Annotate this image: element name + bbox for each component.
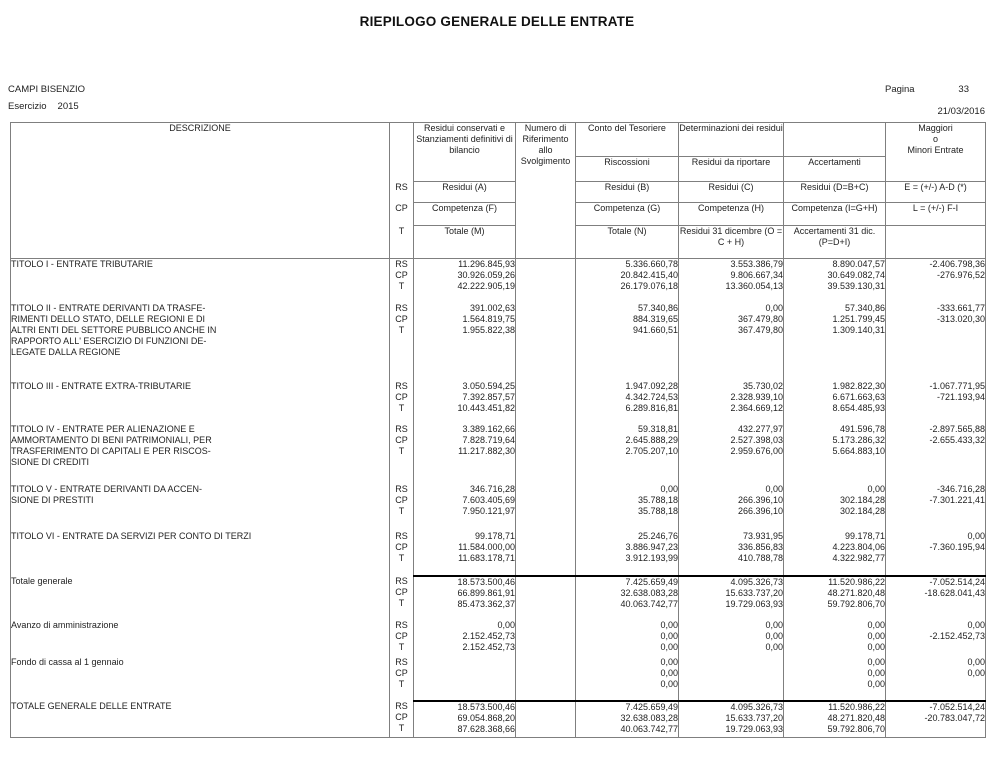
row-description: TITOLO III - ENTRATE EXTRA-TRIBUTARIE <box>11 381 390 424</box>
table-row <box>11 484 986 531</box>
numero-riferimento-cell <box>516 303 576 381</box>
pagina-value: 33 <box>958 84 969 95</box>
row-description: Fondo di cassa al 1 gennaio <box>11 657 390 701</box>
value-cell: 346.716,28 7.603.405,69 7.950.121,97 <box>414 484 516 531</box>
header-riscossioni: Riscossioni <box>576 157 679 182</box>
page-title: RIEPILOGO GENERALE DELLE ENTRATE <box>359 14 635 29</box>
row-description: TITOLO II - ENTRATE DERIVANTI DA TRASFE- RIMENTI DELLO STATO, DELLE REGIONI E DI ALTRI ENTI DEL SETTORE PUBBLICO ANCHE IN RAPPORTO ALL' ESERCIZIO DI FUNZIONI DE- LEGATE DALLA REGIONE <box>11 303 390 381</box>
header-conto-tesoriere: Conto del Tesoriere <box>576 123 679 157</box>
value-cell: 5.336.660,78 20.842.415,40 26.179.076,18 <box>576 259 679 303</box>
value-cell: 0,00 -2.152.452,73 <box>886 620 986 657</box>
value-cell: 0,00 302.184,28 302.184,28 <box>784 484 886 531</box>
header-residui-31-dicembre: Residui 31 dicembre (O = C + H) <box>679 226 784 259</box>
header-numero-riferimento: Numero di Riferimento allo Svolgimento <box>516 123 576 259</box>
header-formula-e: E = (+/-) A-D (*) <box>886 182 986 203</box>
numero-riferimento-cell <box>516 259 576 303</box>
header-empty-e <box>886 226 986 259</box>
header-competenza-h: Competenza (H) <box>679 203 784 226</box>
row-description: TITOLO V - ENTRATE DERIVANTI DA ACCEN- SIONE DI PRESTITI <box>11 484 390 531</box>
esercizio <box>8 101 79 112</box>
numero-riferimento-cell <box>516 484 576 531</box>
table-row <box>11 657 986 701</box>
value-cell: 11.296.845,93 30.926.059,26 42.222.905,19 <box>414 259 516 303</box>
value-cell: -7.052.514,24 -20.783.047,72 <box>886 701 986 738</box>
header-residui-c: Residui (C) <box>679 182 784 203</box>
value-cell: 0,00 266.396,10 266.396,10 <box>679 484 784 531</box>
value-cell: 18.573.500,46 69.054.868,20 87.628.368,66 <box>414 701 516 738</box>
header-descrizione: DESCRIZIONE <box>11 123 390 259</box>
header-empty-cell <box>784 123 886 157</box>
row-description: TITOLO IV - ENTRATE PER ALIENAZIONE E AMMORTAMENTO DI BENI PATRIMONIALI, PER TRASFERIMENTO DI CAPITALI E PER RISCOS- SIONE DI CREDITI <box>11 424 390 484</box>
value-cell: -7.052.514,24 -18.628.041,43 <box>886 576 986 620</box>
row-type-labels: RS CP T <box>390 381 414 424</box>
value-cell: 0,00 0,00 0,00 <box>679 620 784 657</box>
row-description: Totale generale <box>11 576 390 620</box>
row-type-labels: RS CP T <box>390 701 414 738</box>
table-row <box>11 576 986 620</box>
table-row <box>11 303 986 381</box>
value-cell: 0,00 367.479,80 367.479,80 <box>679 303 784 381</box>
numero-riferimento-cell <box>516 531 576 576</box>
entity-name: CAMPI BISENZIO <box>8 84 86 95</box>
row-type-labels: RS CP T <box>390 576 414 620</box>
header-residui-da-riportare: Residui da riportare <box>679 157 784 182</box>
header-competenza-i: Competenza (I=G+H) <box>784 203 886 226</box>
esercizio-label: Esercizio <box>8 101 47 112</box>
value-cell: 391.002,63 1.564.819,75 1.955.822,38 <box>414 303 516 381</box>
value-cell: 11.520.986,22 48.271.820,48 59.792.806,70 <box>784 576 886 620</box>
value-cell: 0,00 0,00 0,00 <box>784 620 886 657</box>
summary-table <box>10 122 986 738</box>
table-row <box>11 701 986 738</box>
value-cell: 25.246,76 3.886.947,23 3.912.193,99 <box>576 531 679 576</box>
value-cell: -346.716,28 -7.301.221,41 <box>886 484 986 531</box>
numero-riferimento-cell <box>516 701 576 738</box>
header-competenza-g: Competenza (G) <box>576 203 679 226</box>
row-description: TITOLO I - ENTRATE TRIBUTARIE <box>11 259 390 303</box>
value-cell: 57.340,86 884.319,65 941.660,51 <box>576 303 679 381</box>
esercizio-value: 2015 <box>57 101 79 112</box>
numero-riferimento-cell <box>516 381 576 424</box>
value-cell: -333.661,77 -313.020,30 <box>886 303 986 381</box>
table-row <box>11 620 986 657</box>
table-row <box>11 424 986 484</box>
table-body <box>11 259 986 738</box>
numero-riferimento-cell <box>516 620 576 657</box>
value-cell: 1.947.092,28 4.342.724,53 6.289.816,81 <box>576 381 679 424</box>
value-cell: 59.318,81 2.645.888,29 2.705.207,10 <box>576 424 679 484</box>
page-number <box>885 84 969 95</box>
row-description: TOTALE GENERALE DELLE ENTRATE <box>11 701 390 738</box>
value-cell: 99.178,71 4.223.804,06 4.322.982,77 <box>784 531 886 576</box>
header-residui-d: Residui (D=B+C) <box>784 182 886 203</box>
value-cell: 7.425.659,49 32.638.083,28 40.063.742,77 <box>576 701 679 738</box>
header-rscpt-spacer <box>390 123 414 182</box>
header-accertamenti-31-dic: Accertamenti 31 dic. (P=D+I) <box>784 226 886 259</box>
value-cell: 432.277,97 2.527.398,03 2.959.676,00 <box>679 424 784 484</box>
header-maggiori-minori: Maggiori o Minori Entrate <box>886 123 986 182</box>
table-row <box>11 381 986 424</box>
value-cell: 0,00 0,00 0,00 <box>576 657 679 701</box>
row-type-labels: RS CP T <box>390 259 414 303</box>
numero-riferimento-cell <box>516 576 576 620</box>
row-type-labels: RS CP T <box>390 424 414 484</box>
header-residui-a: Residui (A) <box>414 182 516 203</box>
value-cell: -2.406.798,36 -276.976,52 <box>886 259 986 303</box>
row-type-labels: RS CP T <box>390 303 414 381</box>
value-cell: 1.982.822,30 6.671.663,63 8.654.485,93 <box>784 381 886 424</box>
header-formula-l: L = (+/-) F-I <box>886 203 986 226</box>
value-cell: 35.730,02 2.328.939,10 2.364.669,12 <box>679 381 784 424</box>
value-cell: 4.095.326,73 15.633.737,20 19.729.063,93 <box>679 701 784 738</box>
row-type-labels: RS CP T <box>390 657 414 701</box>
header-determinazioni: Determinazioni dei residui <box>679 123 784 157</box>
value-cell: 0,00 35.788,18 35.788,18 <box>576 484 679 531</box>
header-rs-label: RS <box>390 182 414 203</box>
pagina-label: Pagina <box>885 84 915 95</box>
row-description: Avanzo di amministrazione <box>11 620 390 657</box>
value-cell: 3.050.594,25 7.392.857,57 10.443.451,82 <box>414 381 516 424</box>
print-date: 21/03/2016 <box>937 106 985 117</box>
value-cell: 7.425.659,49 32.638.083,28 40.063.742,77 <box>576 576 679 620</box>
table-row <box>11 259 986 303</box>
value-cell: 4.095.326,73 15.633.737,20 19.729.063,93 <box>679 576 784 620</box>
value-cell: -2.897.565,88 -2.655.433,32 <box>886 424 986 484</box>
row-type-labels: RS CP T <box>390 484 414 531</box>
header-residui-b: Residui (B) <box>576 182 679 203</box>
value-cell: 3.553.386,79 9.806.667,34 13.360.054,13 <box>679 259 784 303</box>
table-row <box>11 531 986 576</box>
value-cell: 0,00 2.152.452,73 2.152.452,73 <box>414 620 516 657</box>
row-description: TITOLO VI - ENTRATE DA SERVIZI PER CONTO DI TERZI <box>11 531 390 576</box>
numero-riferimento-cell <box>516 424 576 484</box>
value-cell <box>414 657 516 701</box>
table-header <box>11 123 986 259</box>
value-cell: 491.596,78 5.173.286,32 5.664.883,10 <box>784 424 886 484</box>
value-cell: 99.178,71 11.584.000,00 11.683.178,71 <box>414 531 516 576</box>
value-cell: 11.520.986,22 48.271.820,48 59.792.806,70 <box>784 701 886 738</box>
value-cell: 57.340,86 1.251.799,45 1.309.140,31 <box>784 303 886 381</box>
header-totale-m: Totale (M) <box>414 226 516 259</box>
value-cell: 0,00 0,00 <box>886 657 986 701</box>
header-cp-label: CP <box>390 203 414 226</box>
header-competenza-f: Competenza (F) <box>414 203 516 226</box>
row-type-labels: RS CP T <box>390 531 414 576</box>
header-t-label: T <box>390 226 414 259</box>
header-totale-n: Totale (N) <box>576 226 679 259</box>
header-accertamenti: Accertamenti <box>784 157 886 182</box>
value-cell: 0,00 0,00 0,00 <box>784 657 886 701</box>
value-cell <box>679 657 784 701</box>
row-type-labels: RS CP T <box>390 620 414 657</box>
value-cell: 0,00 -7.360.195,94 <box>886 531 986 576</box>
value-cell: -1.067.771,95 -721.193,94 <box>886 381 986 424</box>
value-cell: 73.931,95 336.856,83 410.788,78 <box>679 531 784 576</box>
value-cell: 3.389.162,66 7.828.719,64 11.217.882,30 <box>414 424 516 484</box>
value-cell: 0,00 0,00 0,00 <box>576 620 679 657</box>
header-residui-stanziamenti: Residui conservati e Stanziamenti definitivi di bilancio <box>414 123 516 182</box>
value-cell: 8.890.047,57 30.649.082,74 39.539.130,31 <box>784 259 886 303</box>
numero-riferimento-cell <box>516 657 576 701</box>
value-cell: 18.573.500,46 66.899.861,91 85.473.362,37 <box>414 576 516 620</box>
